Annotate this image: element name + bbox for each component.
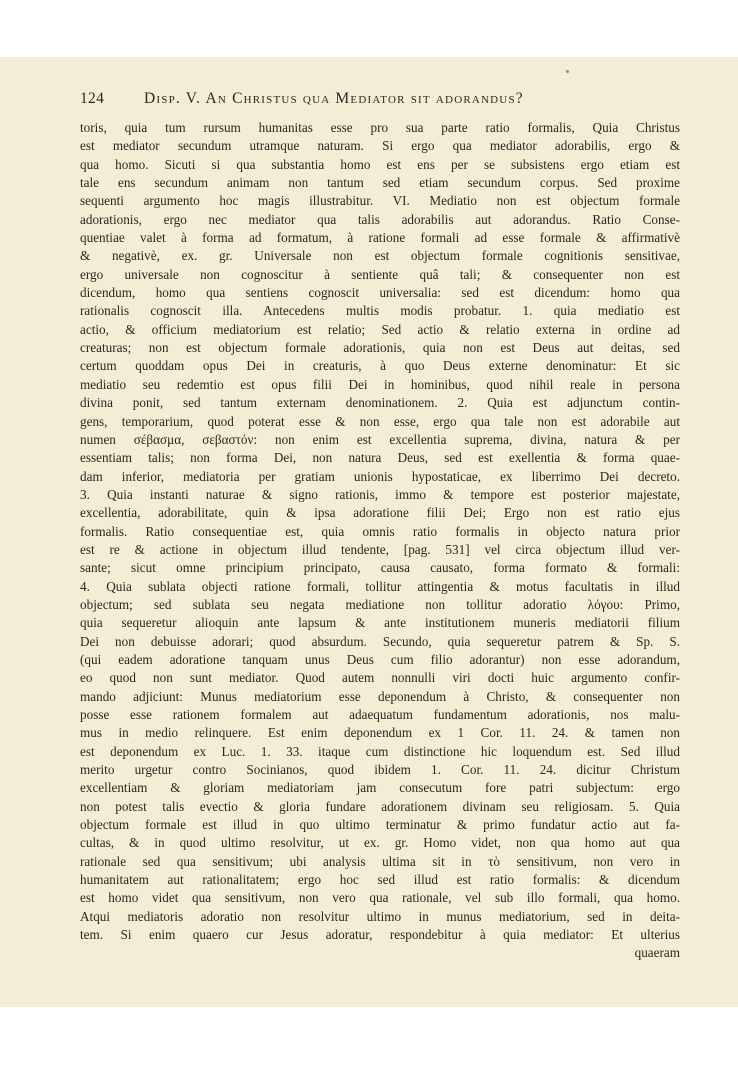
text-line: excellentia, adorabilitate, quin & ipsa adoratione filii Dei; Ergo non est ratio ejus (80, 505, 680, 521)
text-line: objectum formale est illud in quo ultimo terminatur & primo fundatur actio aut fa- (80, 817, 680, 833)
text-line: ergo universale non cognoscitur à sentiente quâ tali; & consequenter non est (80, 266, 680, 282)
text-line: tale ens secundum animam non tantum sed etiam secundum corpus. Sed proxime (80, 175, 680, 191)
text-line: toris, quia tum rursum humanitas esse pro sua parte ratio formalis, Quia Christus (80, 120, 680, 135)
running-title: Disp. V. An Christus qua Mediator sit adorandus? (144, 90, 524, 107)
text-line: rationalis cognoscit illa. Antecedens multis modis probatur. 1. quia mediatio est (80, 303, 680, 319)
text-line: & negativè, ex. gr. Universale non est objectum formale cognitionis sensitivae, (80, 248, 680, 264)
text-line: objectum; sed sublata seu negata mediatione non tollitur adoratio λόγου: Primo, (80, 596, 680, 612)
text-line: divina ponit, sed tantum externam denominationem. 2. Quia est adjunctum contin- (80, 395, 680, 411)
text-line: est homo videt qua sensitivum, non vero qua rationale, vel sub illo formali, qua homo. (80, 890, 680, 906)
text-line: mus in medio relinquere. Est enim deponendum ex 1 Cor. 11. 24. & tamen non (80, 725, 680, 741)
text-line: adorationis, ergo nec mediator qua talis adorabilis aut adorandus. Ratio Conse- (80, 211, 680, 227)
text-line: numen σέβασμα, σεβαστόν: non enim est excellentia suprema, divina, natura & per (80, 431, 680, 447)
text-line: est deponendum ex Luc. 1. 33. itaque cum distinctione hic loquendum est. Sed illud (80, 743, 680, 759)
text-line: quia sequeretur alioquin ante lapsum & ante institutionem muneris mediatorii filium (80, 615, 680, 631)
text-line: humanitatem aut rationalitatem; ergo hoc sed illud est ratio formalis: & dicendum (80, 872, 680, 888)
text-line: creaturas; non est objectum formale adorationis, quia non est Deus aut deitas, sed (80, 340, 680, 356)
text-line: quaeram (634, 945, 680, 961)
body-text (80, 119, 680, 963)
text-line: gens, temporarium, quod poterat esse & non esse, ergo qua tale non est adorabile aut (80, 413, 680, 429)
text-line: cultas, & in quod ultimo resolvitur, ut ex. gr. Homo videt, non qua homo aut qua (80, 835, 680, 851)
text-line: eo quod non sunt mediator. Quod autem nonnulli viri docti huic argumento confir- (80, 670, 680, 686)
page-header (80, 90, 680, 112)
text-line: sante; sicut omne principium principato, causa causato, forma formato & formali: (80, 560, 680, 576)
text-line: formalis. Ratio consequentiae est, quia omnis ratio formalis in objecto natura prior (80, 523, 680, 539)
text-line: 3. Quia instanti naturae & signo rationis, immo & tempore est posterior majestate, (80, 486, 680, 502)
text-line: tem. Si enim quaero cur Jesus adoratur, respondebitur à quia mediator: Et ulterius (80, 927, 680, 943)
book-page (0, 57, 738, 1007)
text-line: actio, & officium mediatorium est relatio; Sed actio & relatio externa in ordine ad (80, 321, 680, 337)
text-line: essentiam talis; non forma Dei, non natura Deus, sed est exellentia & forma quae- (80, 450, 680, 466)
text-line: rationale sed qua sensitivum; ubi analysis ultima sit in τὸ sensitivum, non vero in (80, 853, 680, 869)
text-line: mando adjiciunt: Munus mediatorium esse deponendum à Christo, & consequenter non (80, 688, 680, 704)
text-line: dam inferior, mediatoria per gratiam unionis hypostaticae, ex liberrimo Dei decreto. (80, 468, 680, 484)
text-line: 4. Quia sublata objecti ratione formali, tollitur attingentia & motus facultatis in illud (80, 578, 680, 594)
text-line: Atqui mediatoris adoratio non resolvitur ultimo in munus mediatorium, sed in deita- (80, 908, 680, 924)
text-line: certum quoddam opus Dei in creaturis, à quo Deus externe denominatur: Et sic (80, 358, 680, 374)
text-line: non potest talis evectio & gloria fundare adorationem divinam seu religiosam. 5. Quia (80, 798, 680, 814)
text-line: est mediator secundum utramque naturam. Si ergo qua mediator adorabilis, ergo & (80, 138, 680, 154)
text-line: est re & actione in objectum illud tendente, [pag. 531] vel circa objectum illud ver- (80, 541, 680, 557)
text-line: qua homo. Sicuti si qua substantia homo est ens per se subsistens ergo etiam est (80, 156, 680, 172)
text-line: dicendum, homo qua sentiens cognoscit universalia: sed est dicendum: homo qua (80, 285, 680, 301)
text-line: Dei non debuisse adorari; quod absurdum. Secundo, quia sequeretur patrem & Sp. S. (80, 633, 680, 649)
page-number: 124 (80, 90, 105, 107)
text-line: quentiae valet à forma ad formatum, à ratione formali ad esse formale & affirmativè (80, 230, 680, 246)
text-line: sequenti argumento hoc magis illustrabitur. VI. Mediatio non est objectum formale (80, 193, 680, 209)
text-line: mediatio seu redemtio est opus filii Dei in hominibus, quod nihil reale in persona (80, 376, 680, 392)
text-line: excellentiam & gloriam mediatoriam jam consecutum fore patri subjectum: ergo (80, 780, 680, 796)
paper-speck (566, 70, 569, 73)
text-line: posse esse rationem formalem aut adaequatum fundamentum adorationis, nos malu- (80, 707, 680, 722)
text-line: (qui eadem adoratione tanquam unus Deus cum filio adorantur) non esse adorandum, (80, 651, 680, 667)
text-line: merito urgetur contro Socinianos, quod ibidem 1. Cor. 11. 24. dicitur Christum (80, 762, 680, 778)
